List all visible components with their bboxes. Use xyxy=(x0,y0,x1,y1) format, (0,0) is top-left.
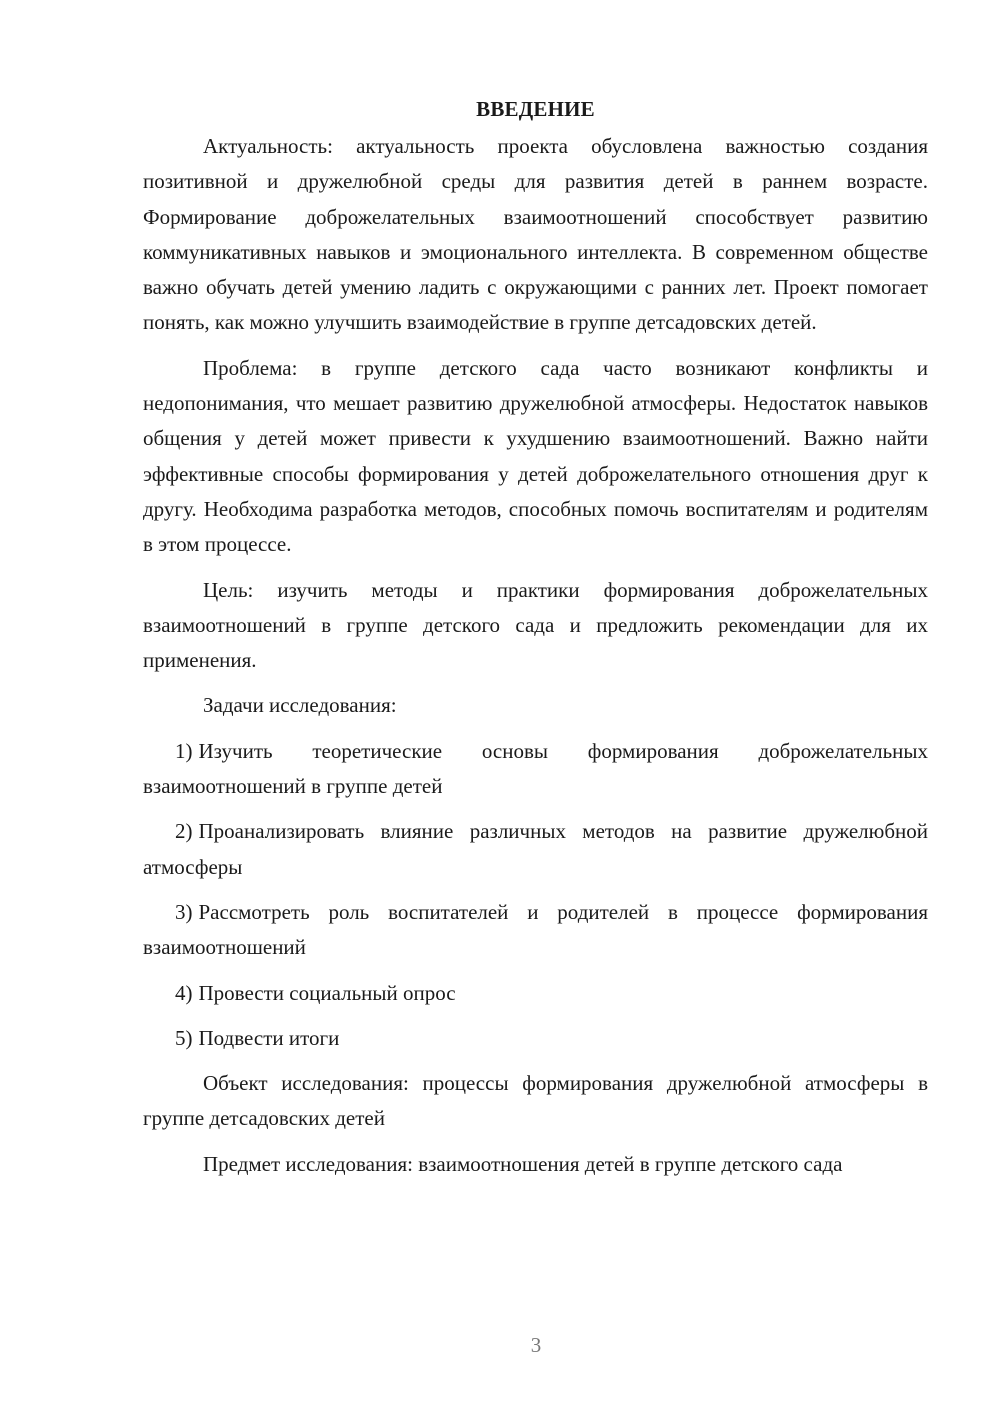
paragraph-tasks-heading: Задачи исследования: xyxy=(203,693,397,718)
task-item-2 xyxy=(143,814,928,885)
task-number: 1) xyxy=(175,738,193,763)
task-item-5 xyxy=(143,1021,928,1056)
paragraph-problem: Проблема: в группе детского сада часто возникают конфликты и недопонимания, что мешает развитию дружелюбной атмосферы. Недостаток навыков общения у детей может привести к ухудшению взаимоотношений. Важно найти эффективные способы формирования у детей доброжелательного отношения друг к другу. Необходима разработка методов, способных помочь воспитателям и родителям в этом процессе. xyxy=(143,355,928,557)
task-number: 2) xyxy=(175,819,193,844)
task-text: Подвести итоги xyxy=(198,1025,340,1050)
task-number: 4) xyxy=(175,980,193,1005)
task-text: Рассмотреть роль воспитателей и родителей в процессе формирования взаимоотношений xyxy=(143,899,928,960)
task-text: Провести социальный опрос xyxy=(198,980,456,1005)
document-page xyxy=(143,92,928,1192)
task-item-1 xyxy=(143,734,928,805)
page-number: 3 xyxy=(530,1333,542,1357)
task-text: Изучить теоретические основы формирования доброжелательных взаимоотношений в группе детей xyxy=(143,738,928,799)
paragraph-research-object: Объект исследования: процессы формирования дружелюбной атмосферы в группе детсадовских детей xyxy=(143,1071,928,1131)
task-item-3 xyxy=(143,895,928,966)
task-number: 5) xyxy=(175,1025,193,1050)
task-item-4 xyxy=(143,976,928,1011)
task-text: Проанализировать влияние различных методов на развитие дружелюбной атмосферы xyxy=(143,819,928,879)
task-number: 3) xyxy=(175,899,193,924)
paragraph-relevance: Актуальность: актуальность проекта обусловлена важностью создания позитивной и дружелюбной среды для развития детей в раннем возрасте. Формирование доброжелательных взаимоотношений способствует развитию коммуникативных навыков и эмоционального интеллекта. В современном обществе важно обучать детей умению ладить с окружающими с ранних лет. Проект помогает понять, как можно улучшить взаимодействие в группе детсадовских детей. xyxy=(143,134,928,335)
paragraph-goal: Цель: изучить методы и практики формирования доброжелательных взаимоотношений в группе детского сада и предложить рекомендации для их применения. xyxy=(143,577,928,673)
paragraph-research-subject: Предмет исследования: взаимоотношения детей в группе детского сада xyxy=(203,1151,843,1176)
section-title: ВВЕДЕНИЕ xyxy=(476,97,595,121)
